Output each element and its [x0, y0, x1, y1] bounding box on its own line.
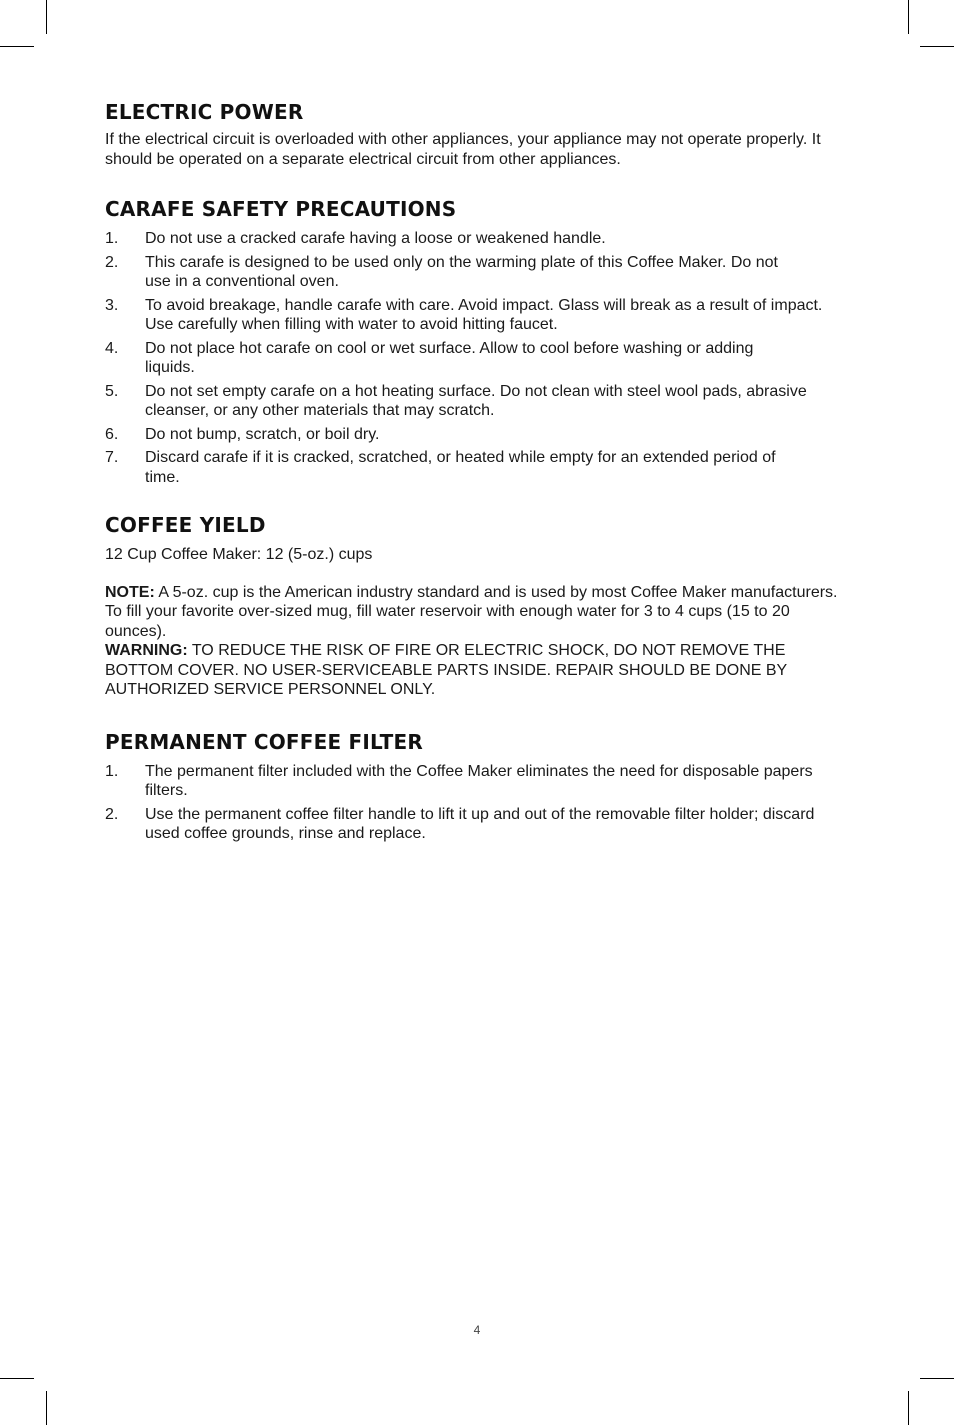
list-item: 6. Do not bump, scratch, or boil dry.: [105, 425, 380, 443]
crop-mark: [908, 1391, 909, 1425]
list-item: 2. This carafe is designed to be used only on the warming plate of this Coffee Maker. Do not use in a conventional oven.: [105, 253, 778, 290]
yield-text: 12 Cup Coffee Maker: 12 (5-oz.) cups: [105, 546, 373, 563]
warning-label: WARNING:: [105, 642, 188, 659]
page-content: [105, 100, 845, 872]
coffee-yield-section: [105, 513, 845, 700]
section-heading: COFFEE YIELD: [105, 513, 266, 537]
note-label: NOTE:: [105, 583, 155, 601]
section-text: If the electrical circuit is overloaded with other appliances, your appliance may not operate properly. It should be operated on a separate electrical circuit from other appliances.: [105, 131, 821, 168]
crop-mark: [920, 46, 954, 47]
filter-list: [105, 762, 845, 844]
list-item: 2. Use the permanent coffee filter handle to lift it up and out of the removable filter holder; discard used coffee grounds, rinse and replace.: [105, 805, 815, 842]
warning-text: TO REDUCE THE RISK OF FIRE OR ELECTRIC SHOCK, DO NOT REMOVE THE BOTTOM COVER. NO USER-SERVICEABLE PARTS INSIDE. REPAIR SHOULD BE DONE BY AUTHORIZED SERVICE PERSONNEL ONLY.: [105, 642, 787, 698]
crop-mark: [46, 0, 47, 34]
crop-mark: [908, 0, 909, 34]
list-item: 5. Do not set empty carafe on a hot heating surface. Do not clean with steel wool pads, abrasive cleanser, or any other materials that may scratch.: [105, 382, 807, 419]
electric-power-section: [105, 100, 845, 169]
warning-paragraph: [105, 641, 845, 700]
spacer: [105, 565, 845, 583]
crop-mark: [0, 1378, 34, 1379]
section-heading: ELECTRIC POWER: [105, 100, 304, 124]
list-item: 3. To avoid breakage, handle carafe with care. Avoid impact. Glass will break as a result of impact. Use carefully when filling with water to avoid hitting faucet.: [105, 296, 823, 333]
crop-mark: [920, 1378, 954, 1379]
permanent-filter-section: [105, 730, 845, 844]
list-item: 7. Discard carafe if it is cracked, scratched, or heated while empty for an extended period of time.: [105, 449, 776, 486]
carafe-list: [105, 229, 845, 487]
crop-mark: [0, 46, 34, 47]
list-item: 1. The permanent filter included with the Coffee Maker eliminates the need for disposable papers filters.: [105, 762, 813, 799]
note-paragraph: [105, 583, 845, 642]
page-number: 4: [473, 1323, 481, 1337]
section-heading: PERMANENT COFFEE FILTER: [105, 729, 423, 754]
section-heading: CARAFE SAFETY PRECAUTIONS: [105, 197, 457, 221]
list-item: 4. Do not place hot carafe on cool or wet surface. Allow to cool before washing or adding liquids.: [105, 339, 754, 376]
list-item: 1. Do not use a cracked carafe having a loose or weakened handle.: [105, 230, 606, 247]
note-text: A 5-oz. cup is the American industry standard and is used by most Coffee Maker manufacturers. To fill your favorite over-sized mug, fill water reservoir with enough water for 3 to 4 cups (15 to 20 ounces).: [105, 583, 838, 640]
carafe-safety-section: [105, 197, 845, 487]
crop-mark: [46, 1391, 47, 1425]
